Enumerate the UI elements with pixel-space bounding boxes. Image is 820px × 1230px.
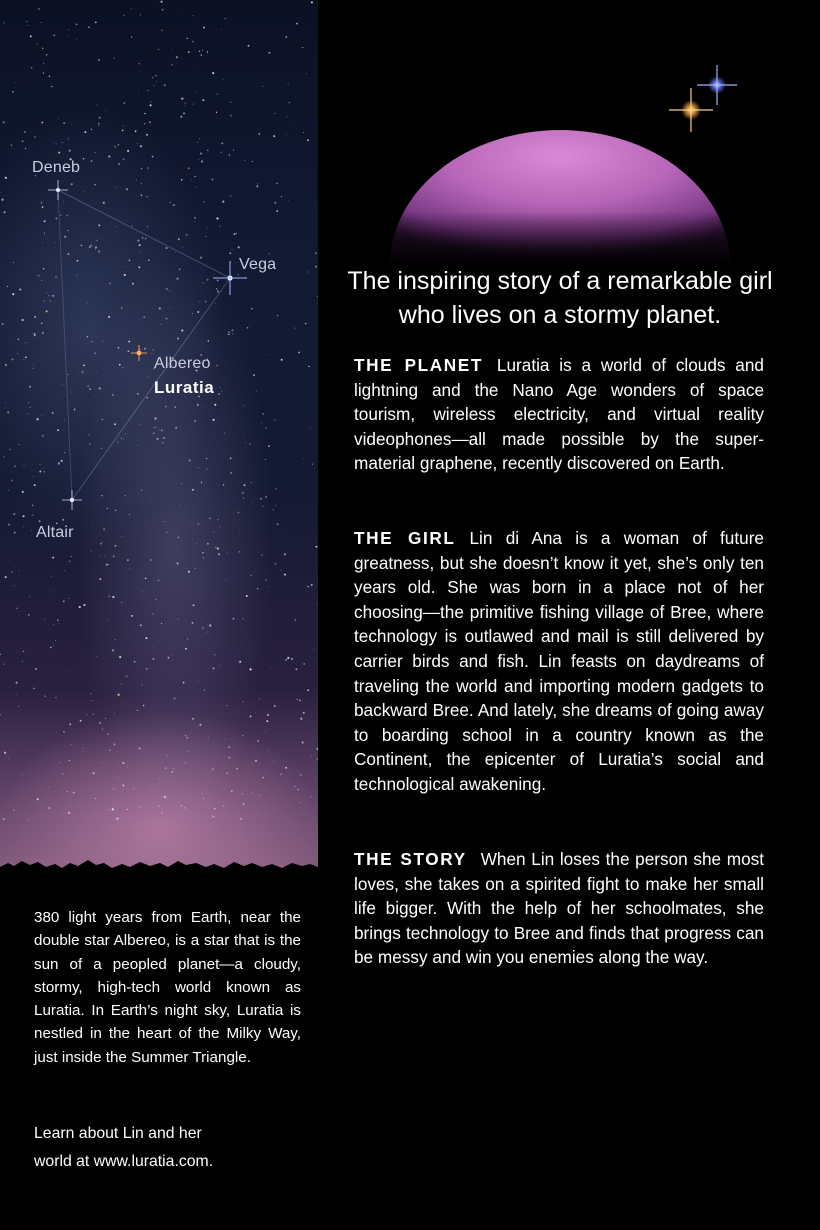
- learn-more: [34, 1120, 294, 1176]
- section-heading-story: THE STORY: [354, 849, 467, 869]
- orange-star: [669, 88, 713, 132]
- deneb-label: Deneb: [32, 159, 81, 176]
- intro-paragraph: 380 light years from Earth, near the double star Albereo, is a star that is the sun of a peopled planet—a cloudy, stormy, high-tech world known as Luratia. In Earth’s night sky, Luratia is nestled in the heart of the Milky Way, just inside the Summer Triangle.: [34, 909, 301, 1066]
- section-body-planet: Luratia is a world of clouds and lightning and the Nano Age wonders of space tourism, wireless electricity, and virtual reality videophones—all made possible by the super-material graphene, recently discovered on Earth.: [354, 355, 764, 474]
- altair-star: [62, 490, 82, 510]
- learn-more-line2: world at www.luratia.com.: [34, 1153, 214, 1170]
- section-body-story: When Lin loses the person she most loves, she takes on a spirited fight to make her small life bigger. With the help of her schoolmates, she brings technology to Bree and finds that progress can be messy and win you enemies along the way.: [354, 849, 765, 968]
- blue-star: [697, 65, 737, 105]
- night-sky-image: [0, 0, 318, 885]
- section-heading-girl: THE GIRL: [354, 528, 456, 548]
- treeline-silhouette: [0, 845, 318, 905]
- section-the-story: [354, 847, 764, 970]
- headline: The inspiring story of a remarkable girl who lives on a stormy planet.: [347, 267, 773, 329]
- section-body-girl: Lin di Ana is a woman of future greatness, but she doesn’t know it yet, she’s only ten years old. She was born in a place not of her choosing—the primitive fishing village of Bree, where technology is outlawed and mail is still delivered by carrier birds and fish. Lin feasts on daydreams of traveling the world and importing modern gadgets to backward Bree. And lately, she dreams of going away to boarding school in a country known as the Continent, the epicenter of Luratia’s social and technological awakening.: [354, 528, 764, 794]
- starfield: [0, 0, 318, 885]
- altair-label: Altair: [36, 524, 74, 541]
- deneb-star: [48, 180, 68, 200]
- luratia-label: Luratia: [154, 378, 215, 397]
- learn-more-line1: Learn about Lin and her: [34, 1125, 202, 1142]
- section-the-planet: [354, 353, 764, 476]
- background-stars: [0, 1, 318, 820]
- vega-label: Vega: [239, 256, 277, 273]
- section-the-girl: [354, 526, 764, 797]
- planet-illustration: [360, 60, 760, 270]
- albereo-label: Albereo: [154, 355, 211, 372]
- section-heading-planet: THE PLANET: [354, 355, 483, 375]
- albereo-star: [131, 345, 147, 361]
